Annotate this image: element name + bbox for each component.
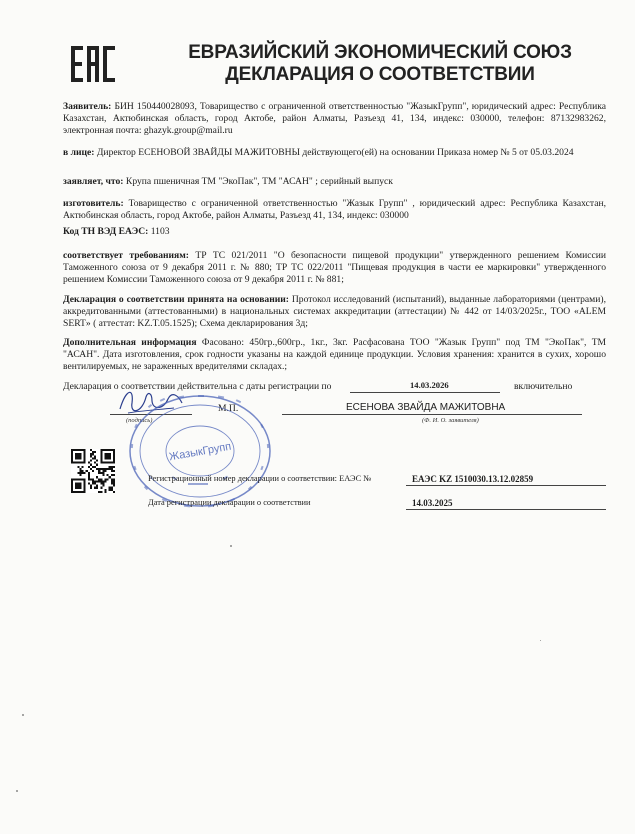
additional-text: Фасовано: 450гр.,600гр., 1кг., 3кг. Расфасована ТОО "Жазык Групп" под ТМ "ЭкоПак", ТМ "АСАН". Дата изготовления, срок годности указаны на каждой единице продукции. Условия хранения: хранится в сухих, хорошо вентилируемых, не зараженных вредителями складах.;	[63, 337, 606, 373]
tn-ved-code: 1103	[150, 226, 170, 237]
requirements-section	[63, 250, 606, 287]
validity-date: 14.03.2026	[410, 380, 449, 390]
additional-section	[63, 337, 606, 374]
registration-number-label: Регистрационный номер декларации о соответствии: ЕАЭС №	[148, 474, 372, 483]
basis-text: Протокол исследований (испытаний), выданные лабораториями (центрами), аккредитованными (аттестованными) в национальных системах аккредитации (аттестации) № 442 от 14/03/2025г., ТОО «ALEM SERT» ( аттестат: KZ.T.05.1525); Схема декларирования 3д;	[63, 294, 606, 330]
name-caption: (Ф. И. О. заявителя)	[422, 417, 479, 424]
name-line	[282, 414, 582, 415]
document-title: ДЕКЛАРАЦИЯ О СООТВЕТСТВИИ	[225, 64, 535, 85]
applicant-label: Заявитель:	[63, 101, 112, 112]
manufacturer-label: изготовитель:	[63, 198, 124, 209]
validity-date-line	[350, 392, 500, 393]
declares-section	[63, 176, 606, 188]
applicant-name: ЕСЕНОВА ЗВАЙДА МАЖИТОВНА	[346, 402, 506, 413]
requirements-text: ТР ТС 021/2011 "О безопасности пищевой продукции" утвержденного решением Комиссии Таможенного союза от 9 декабря 2011 г. № 880; ТР ТС 022/2011 "Пищевая продукция в части ее маркировки" утвержденного решением Комиссии Таможенного союза от 9 декабря 2011 г. № 881;	[63, 250, 606, 286]
declares-text: Крупа пшеничная ТМ "ЭкоПак", ТМ "АСАН" ; серийный выпуск	[125, 176, 393, 187]
registration-number-line	[406, 485, 606, 486]
validity-prefix: Декларация о соответствии действительна с даты регистрации по	[63, 381, 332, 392]
mp-label: М.П.	[218, 403, 239, 414]
basis-label: Декларация о соответствии принята на основании:	[63, 294, 289, 305]
requirements-label: соответствует требованиям:	[63, 250, 189, 261]
declares-label: заявляет, что:	[63, 176, 124, 187]
registration-date: 14.03.2025	[412, 498, 453, 508]
manufacturer-section	[63, 198, 606, 222]
registration-date-label: Дата регистрации декларации о соответствии	[148, 498, 311, 507]
signature-caption: (подпись)	[126, 417, 153, 424]
qr-code	[71, 449, 115, 493]
person-section	[63, 147, 606, 159]
tn-ved-label: Код ТН ВЭД ЕАЭС:	[63, 226, 149, 237]
company-stamp	[128, 395, 276, 511]
scan-speck	[22, 714, 24, 716]
union-title: ЕВРАЗИЙСКИЙ ЭКОНОМИЧЕСКИЙ СОЮЗ	[188, 42, 572, 63]
tn-ved-section	[63, 226, 606, 238]
manufacturer-text: Товарищество с ограниченной ответственностью "Жазык Групп" , юридический адрес: Республика Казахстан, Актюбинская область, город Актобе, район Алматы, Разъезд 41, 134, индекс: 030000	[63, 198, 606, 222]
eac-logo	[70, 44, 116, 84]
registration-date-line	[406, 509, 606, 510]
applicant-section	[63, 101, 606, 138]
registration-number: ЕАЭС KZ 1510030.13.12.02859	[412, 474, 534, 484]
scan-speck	[540, 640, 541, 641]
basis-section	[63, 294, 606, 331]
person-text: Директор ЕСЕНОВОЙ ЗВАЙДЫ МАЖИТОВНЫ действующего(ей) на основании Приказа номер № 5 от 05.03.2024	[96, 147, 574, 158]
validity-suffix: включительно	[514, 381, 573, 392]
stamp-center-text: ЖазыкГрупп	[168, 440, 233, 464]
person-label: в лице:	[63, 147, 95, 158]
scan-speck	[16, 790, 18, 792]
scan-speck	[230, 545, 232, 547]
applicant-text: БИН 150440028093, Товарищество с ограниченной ответственностью "ЖазыкГрупп", юридический адрес: Республика Казахстан, Актюбинская область, город Актобе, район Алматы, Разъезд 41, 134, индекс: 030000, телефон: 87132983262, электронная почта: ghazyk.group@mail.ru	[63, 101, 606, 137]
additional-label: Дополнительная информация	[63, 337, 197, 348]
